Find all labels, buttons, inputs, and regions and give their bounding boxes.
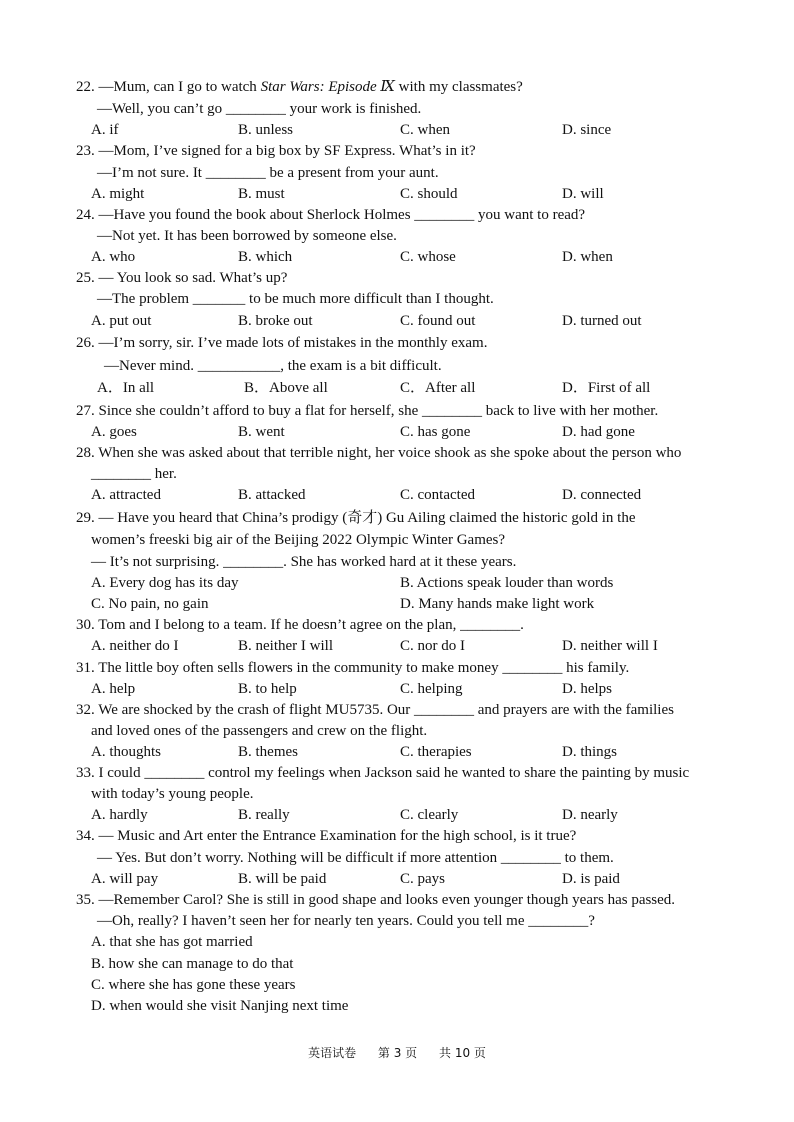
- option-b[interactable]: B. which: [238, 249, 293, 265]
- question-28-options: [91, 486, 731, 504]
- option-d[interactable]: D. connected: [562, 487, 642, 503]
- question-26-stem: 26. —I’m sorry, sir. I’ve made lots of mistakes in the monthly exam.: [76, 335, 488, 351]
- option-a[interactable]: A. attracted: [91, 487, 161, 503]
- option-d[interactable]: D. when would she visit Nanjing next time: [91, 998, 349, 1014]
- option-c[interactable]: C. helping: [400, 681, 463, 697]
- question-29-stem-cont: women’s freeski big air of the Beijing 2022 Olympic Winter Games?: [91, 532, 506, 548]
- option-d[interactable]: D. when: [562, 249, 613, 265]
- question-34-options: [91, 870, 731, 888]
- option-d[interactable]: D. helps: [562, 681, 612, 697]
- question-26-reply: —Never mind. ___________, the exam is a bit difficult.: [104, 358, 442, 374]
- page-footer: [0, 1046, 794, 1060]
- option-b[interactable]: B. Actions speak louder than words: [400, 575, 614, 591]
- question-25-stem: 25. — You look so sad. What’s up?: [76, 270, 288, 286]
- option-c[interactable]: C．After all: [400, 380, 476, 396]
- option-b[interactable]: B. really: [238, 807, 290, 823]
- option-b[interactable]: B. unless: [238, 122, 294, 138]
- question-24-reply: —Not yet. It has been borrowed by someone else.: [97, 228, 397, 244]
- question-35-reply: —Oh, really? I haven’t seen her for nearly ten years. Could you tell me ________?: [97, 913, 595, 929]
- question-33-stem: 33. I could ________ control my feelings when Jackson said he wanted to share the painting by music: [76, 765, 690, 781]
- question-22-options: [91, 121, 731, 139]
- question-22-stem: 22. —Mum, can I go to watch Star Wars: Episode Ⅸ with my classmates?: [76, 79, 523, 95]
- option-c[interactable]: C. therapies: [400, 744, 472, 760]
- question-34-stem: 34. — Music and Art enter the Entrance Examination for the high school, is it true?: [76, 828, 577, 844]
- option-c[interactable]: C. found out: [400, 313, 476, 329]
- question-28-stem-cont: ________ her.: [91, 466, 177, 482]
- question-30-options: [91, 637, 731, 655]
- option-a[interactable]: A. help: [91, 681, 136, 697]
- option-a[interactable]: A. hardly: [91, 807, 148, 823]
- question-32-stem-cont: and loved ones of the passengers and crew on the flight.: [91, 723, 428, 739]
- question-23-stem: 23. —Mom, I’ve signed for a big box by SF Express. What’s in it?: [76, 143, 476, 159]
- option-d[interactable]: D. had gone: [562, 424, 635, 440]
- option-a[interactable]: A. if: [91, 122, 119, 138]
- option-c[interactable]: C. has gone: [400, 424, 471, 440]
- question-26-options: [97, 379, 737, 397]
- option-b[interactable]: B. how she can manage to do that: [91, 956, 294, 972]
- option-b[interactable]: B．Above all: [244, 380, 328, 396]
- option-c[interactable]: C. contacted: [400, 487, 475, 503]
- option-d[interactable]: D. is paid: [562, 871, 620, 887]
- option-a[interactable]: A. might: [91, 186, 145, 202]
- question-31-stem: 31. The little boy often sells flowers in the community to make money ________ his family.: [76, 660, 630, 676]
- footer-subject: 英语试卷: [308, 1046, 357, 1060]
- option-c[interactable]: C. nor do I: [400, 638, 465, 654]
- question-35-stem: 35. —Remember Carol? She is still in good shape and looks even younger though years has passed.: [76, 892, 676, 908]
- option-d[interactable]: D. nearly: [562, 807, 618, 823]
- question-25-options: [91, 312, 731, 330]
- footer-total-pages: 共 10 页: [439, 1046, 486, 1060]
- question-29-options-row2: [91, 595, 731, 613]
- option-b[interactable]: B. neither I will: [238, 638, 333, 654]
- option-a[interactable]: A. will pay: [91, 871, 159, 887]
- question-29-options-row1: [91, 574, 731, 592]
- question-22-reply: —Well, you can’t go ________ your work is finished.: [97, 101, 422, 117]
- option-c[interactable]: C. whose: [400, 249, 456, 265]
- option-d[interactable]: D. turned out: [562, 313, 642, 329]
- question-31-options: [91, 680, 731, 698]
- option-c[interactable]: C. pays: [400, 871, 445, 887]
- question-30-stem: 30. Tom and I belong to a team. If he doesn’t agree on the plan, ________.: [76, 617, 524, 633]
- question-32-options: [91, 743, 731, 761]
- question-24-stem: 24. —Have you found the book about Sherlock Holmes ________ you want to read?: [76, 207, 586, 223]
- question-34-reply: — Yes. But don’t worry. Nothing will be difficult if more attention ________ to them.: [97, 850, 614, 866]
- question-33-stem-cont: with today’s young people.: [91, 786, 254, 802]
- option-b[interactable]: B. went: [238, 424, 285, 440]
- option-a[interactable]: A. that she has got married: [91, 934, 253, 950]
- option-c[interactable]: C. when: [400, 122, 450, 138]
- option-c[interactable]: C. where she has gone these years: [91, 977, 296, 993]
- option-d[interactable]: D. since: [562, 122, 612, 138]
- option-c[interactable]: C. No pain, no gain: [91, 596, 209, 612]
- option-a[interactable]: A. put out: [91, 313, 152, 329]
- option-d[interactable]: D．First of all: [562, 380, 651, 396]
- option-d[interactable]: D. neither will I: [562, 638, 658, 654]
- option-b[interactable]: B. themes: [238, 744, 298, 760]
- question-29-stem: 29. — Have you heard that China’s prodigy (奇才) Gu Ailing claimed the historic gold in the: [76, 510, 636, 526]
- question-32-stem: 32. We are shocked by the crash of flight MU5735. Our ________ and prayers are with the families: [76, 702, 674, 718]
- question-27-options: [91, 423, 731, 441]
- question-23-options: [91, 185, 731, 203]
- question-25-reply: —The problem _______ to be much more difficult than I thought.: [97, 291, 494, 307]
- option-a[interactable]: A. Every dog has its day: [91, 575, 239, 591]
- option-b[interactable]: B. must: [238, 186, 285, 202]
- question-27-stem: 27. Since she couldn’t afford to buy a flat for herself, she ________ back to live with her mother.: [76, 403, 659, 419]
- question-33-options: [91, 806, 731, 824]
- footer-page-number: 第 3 页: [377, 1046, 418, 1060]
- option-b[interactable]: B. attacked: [238, 487, 306, 503]
- question-23-reply: —I’m not sure. It ________ be a present from your aunt.: [97, 165, 439, 181]
- option-b[interactable]: B. broke out: [238, 313, 313, 329]
- option-c[interactable]: C. clearly: [400, 807, 459, 823]
- option-c[interactable]: C. should: [400, 186, 458, 202]
- movie-title: Star Wars: Episode Ⅸ: [260, 79, 395, 95]
- option-a[interactable]: A. goes: [91, 424, 137, 440]
- question-29-reply: — It’s not surprising. ________. She has worked hard at it these years.: [91, 554, 517, 570]
- question-28-stem: 28. When she was asked about that terrible night, her voice shook as she spoke about the person who: [76, 445, 682, 461]
- option-d[interactable]: D. Many hands make light work: [400, 596, 595, 612]
- option-a[interactable]: A. thoughts: [91, 744, 162, 760]
- option-d[interactable]: D. things: [562, 744, 618, 760]
- option-a[interactable]: A. neither do I: [91, 638, 179, 654]
- option-b[interactable]: B. will be paid: [238, 871, 327, 887]
- option-b[interactable]: B. to help: [238, 681, 297, 697]
- option-d[interactable]: D. will: [562, 186, 604, 202]
- option-a[interactable]: A．In all: [97, 380, 155, 396]
- question-24-options: [91, 248, 731, 266]
- option-a[interactable]: A. who: [91, 249, 136, 265]
